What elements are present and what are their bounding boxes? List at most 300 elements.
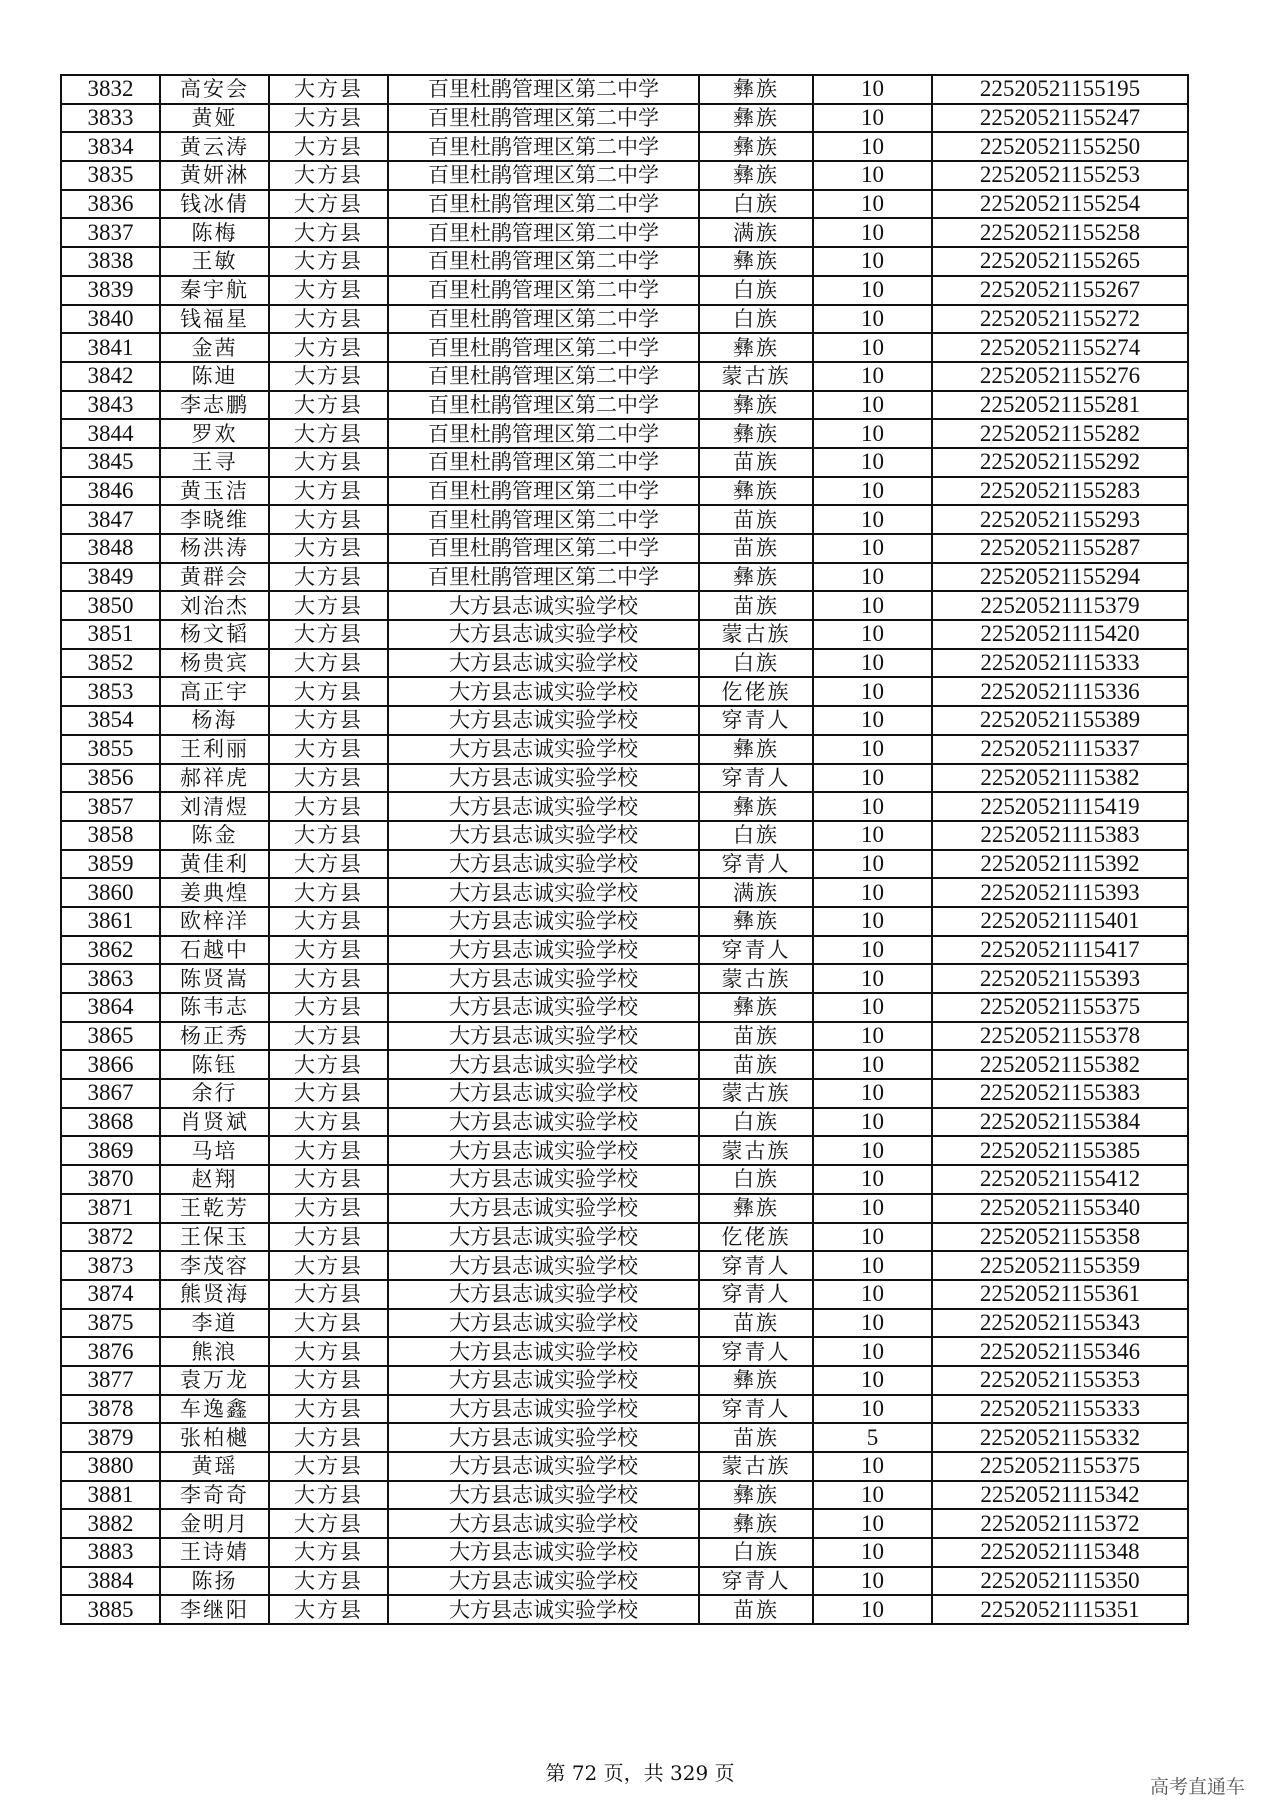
exam-id-cell: 22520521155332	[932, 1423, 1188, 1452]
table-row	[61, 419, 1188, 448]
row-number-cell: 3871	[61, 1194, 160, 1223]
score-cell: 10	[813, 591, 932, 620]
row-number-cell: 3848	[61, 534, 160, 563]
row-number-cell: 3864	[61, 993, 160, 1022]
score-cell: 10	[813, 1079, 932, 1108]
school-cell: 大方县志诚实验学校	[388, 1194, 699, 1223]
exam-id-cell: 22520521115392	[932, 850, 1188, 879]
table-row	[61, 1079, 1188, 1108]
table-row	[61, 534, 1188, 563]
student-name-cell: 陈钰	[160, 1050, 269, 1079]
ethnicity-cell: 彝族	[699, 1366, 813, 1395]
score-cell: 10	[813, 964, 932, 993]
school-cell: 百里杜鹃管理区第二中学	[388, 276, 699, 305]
ethnicity-cell: 穿青人	[699, 764, 813, 793]
table-row	[61, 305, 1188, 334]
exam-id-cell: 22520521155281	[932, 391, 1188, 420]
table-row	[61, 1452, 1188, 1481]
county-cell: 大方县	[269, 1309, 388, 1338]
exam-id-cell: 22520521115420	[932, 620, 1188, 649]
exam-id-cell: 22520521155333	[932, 1395, 1188, 1424]
table-row	[61, 1366, 1188, 1395]
ethnicity-cell: 穿青人	[699, 1337, 813, 1366]
school-cell: 百里杜鹃管理区第二中学	[388, 190, 699, 219]
page-number: 第 72 页，共 329 页	[545, 1761, 735, 1785]
row-number-cell: 3855	[61, 735, 160, 764]
row-number-cell: 3856	[61, 764, 160, 793]
table-row	[61, 218, 1188, 247]
exam-id-cell: 22520521155383	[932, 1079, 1188, 1108]
county-cell: 大方县	[269, 964, 388, 993]
school-cell: 大方县志诚实验学校	[388, 1395, 699, 1424]
school-cell: 大方县志诚实验学校	[388, 1595, 699, 1624]
score-cell: 10	[813, 1337, 932, 1366]
school-cell: 大方县志诚实验学校	[388, 620, 699, 649]
watermark: 高考直通车	[1150, 1776, 1246, 1798]
score-cell: 5	[813, 1423, 932, 1452]
ethnicity-cell: 彝族	[699, 792, 813, 821]
ethnicity-cell: 穿青人	[699, 936, 813, 965]
ethnicity-cell: 苗族	[699, 1022, 813, 1051]
row-number-cell: 3866	[61, 1050, 160, 1079]
ethnicity-cell: 彝族	[699, 1481, 813, 1510]
exam-id-cell: 22520521115350	[932, 1567, 1188, 1596]
student-name-cell: 李奇奇	[160, 1481, 269, 1510]
school-cell: 大方县志诚实验学校	[388, 1423, 699, 1452]
county-cell: 大方县	[269, 850, 388, 879]
ethnicity-cell: 蒙古族	[699, 1079, 813, 1108]
school-cell: 大方县志诚实验学校	[388, 1251, 699, 1280]
score-cell: 10	[813, 218, 932, 247]
score-cell: 10	[813, 1567, 932, 1596]
row-number-cell: 3844	[61, 419, 160, 448]
school-cell: 百里杜鹃管理区第二中学	[388, 161, 699, 190]
row-number-cell: 3835	[61, 161, 160, 190]
county-cell: 大方县	[269, 1366, 388, 1395]
school-cell: 大方县志诚实验学校	[388, 649, 699, 678]
ethnicity-cell: 苗族	[699, 591, 813, 620]
ethnicity-cell: 白族	[699, 1165, 813, 1194]
county-cell: 大方县	[269, 190, 388, 219]
exam-id-cell: 22520521155282	[932, 419, 1188, 448]
table-row	[61, 1538, 1188, 1567]
student-name-cell: 金茜	[160, 333, 269, 362]
ethnicity-cell: 彝族	[699, 391, 813, 420]
table-row	[61, 878, 1188, 907]
row-number-cell: 3885	[61, 1595, 160, 1624]
county-cell: 大方县	[269, 1050, 388, 1079]
exam-id-cell: 22520521155292	[932, 448, 1188, 477]
table-row	[61, 333, 1188, 362]
exam-id-cell: 22520521155382	[932, 1050, 1188, 1079]
ethnicity-cell: 彝族	[699, 477, 813, 506]
score-cell: 10	[813, 764, 932, 793]
row-number-cell: 3834	[61, 132, 160, 161]
exam-id-cell: 22520521115401	[932, 907, 1188, 936]
school-cell: 大方县志诚实验学校	[388, 792, 699, 821]
ethnicity-cell: 穿青人	[699, 850, 813, 879]
score-cell: 10	[813, 333, 932, 362]
school-cell: 大方县志诚实验学校	[388, 1165, 699, 1194]
exam-id-cell: 22520521155247	[932, 104, 1188, 133]
student-name-cell: 陈韦志	[160, 993, 269, 1022]
student-name-cell: 李继阳	[160, 1595, 269, 1624]
table-row	[61, 591, 1188, 620]
exam-id-cell: 22520521155358	[932, 1223, 1188, 1252]
score-cell: 10	[813, 362, 932, 391]
table-row	[61, 1280, 1188, 1309]
table-row	[61, 448, 1188, 477]
exam-id-cell: 22520521115379	[932, 591, 1188, 620]
table-body	[61, 75, 1188, 1624]
row-number-cell: 3850	[61, 591, 160, 620]
school-cell: 大方县志诚实验学校	[388, 1079, 699, 1108]
student-name-cell: 李茂容	[160, 1251, 269, 1280]
exam-id-cell: 22520521155293	[932, 505, 1188, 534]
exam-id-cell: 22520521155287	[932, 534, 1188, 563]
county-cell: 大方县	[269, 1251, 388, 1280]
ethnicity-cell: 白族	[699, 821, 813, 850]
row-number-cell: 3863	[61, 964, 160, 993]
school-cell: 百里杜鹃管理区第二中学	[388, 419, 699, 448]
county-cell: 大方县	[269, 764, 388, 793]
county-cell: 大方县	[269, 333, 388, 362]
ethnicity-cell: 仡佬族	[699, 1223, 813, 1252]
county-cell: 大方县	[269, 1538, 388, 1567]
row-number-cell: 3853	[61, 677, 160, 706]
table-row	[61, 936, 1188, 965]
school-cell: 大方县志诚实验学校	[388, 1337, 699, 1366]
score-cell: 10	[813, 563, 932, 592]
school-cell: 大方县志诚实验学校	[388, 1309, 699, 1338]
school-cell: 百里杜鹃管理区第二中学	[388, 305, 699, 334]
row-number-cell: 3878	[61, 1395, 160, 1424]
exam-id-cell: 22520521115333	[932, 649, 1188, 678]
student-name-cell: 郝祥虎	[160, 764, 269, 793]
student-name-cell: 高正宇	[160, 677, 269, 706]
row-number-cell: 3845	[61, 448, 160, 477]
school-cell: 百里杜鹃管理区第二中学	[388, 132, 699, 161]
county-cell: 大方县	[269, 305, 388, 334]
table-row	[61, 132, 1188, 161]
score-cell: 10	[813, 1165, 932, 1194]
student-name-cell: 黄云涛	[160, 132, 269, 161]
exam-id-cell: 22520521155375	[932, 993, 1188, 1022]
student-name-cell: 熊浪	[160, 1337, 269, 1366]
school-cell: 大方县志诚实验学校	[388, 1050, 699, 1079]
county-cell: 大方县	[269, 1136, 388, 1165]
school-cell: 大方县志诚实验学校	[388, 1538, 699, 1567]
student-name-cell: 王诗婧	[160, 1538, 269, 1567]
ethnicity-cell: 白族	[699, 305, 813, 334]
ethnicity-cell: 彝族	[699, 993, 813, 1022]
county-cell: 大方县	[269, 247, 388, 276]
table-row	[61, 677, 1188, 706]
county-cell: 大方县	[269, 1595, 388, 1624]
table-row	[61, 735, 1188, 764]
exam-id-cell: 22520521155393	[932, 964, 1188, 993]
exam-id-cell: 22520521115382	[932, 764, 1188, 793]
student-name-cell: 刘治杰	[160, 591, 269, 620]
exam-id-cell: 22520521115393	[932, 878, 1188, 907]
table-row	[61, 764, 1188, 793]
score-cell: 10	[813, 104, 932, 133]
row-number-cell: 3883	[61, 1538, 160, 1567]
row-number-cell: 3858	[61, 821, 160, 850]
score-cell: 10	[813, 1223, 932, 1252]
ethnicity-cell: 蒙古族	[699, 964, 813, 993]
exam-id-cell: 22520521155254	[932, 190, 1188, 219]
county-cell: 大方县	[269, 218, 388, 247]
exam-id-cell: 22520521155375	[932, 1452, 1188, 1481]
exam-id-cell: 22520521155389	[932, 706, 1188, 735]
county-cell: 大方县	[269, 792, 388, 821]
score-cell: 10	[813, 850, 932, 879]
row-number-cell: 3859	[61, 850, 160, 879]
table-row	[61, 850, 1188, 879]
row-number-cell: 3868	[61, 1108, 160, 1137]
ethnicity-cell: 蒙古族	[699, 362, 813, 391]
score-cell: 10	[813, 936, 932, 965]
row-number-cell: 3851	[61, 620, 160, 649]
ethnicity-cell: 白族	[699, 1108, 813, 1137]
table-row	[61, 964, 1188, 993]
county-cell: 大方县	[269, 706, 388, 735]
county-cell: 大方县	[269, 1481, 388, 1510]
table-row	[61, 190, 1188, 219]
student-name-cell: 王寻	[160, 448, 269, 477]
exam-id-cell: 22520521115372	[932, 1509, 1188, 1538]
county-cell: 大方县	[269, 1452, 388, 1481]
exam-id-cell: 22520521155283	[932, 477, 1188, 506]
table-row	[61, 649, 1188, 678]
table-row	[61, 276, 1188, 305]
score-cell: 10	[813, 190, 932, 219]
student-name-cell: 黄群会	[160, 563, 269, 592]
student-name-cell: 熊贤海	[160, 1280, 269, 1309]
score-cell: 10	[813, 1136, 932, 1165]
student-name-cell: 肖贤斌	[160, 1108, 269, 1137]
score-cell: 10	[813, 1538, 932, 1567]
county-cell: 大方县	[269, 419, 388, 448]
county-cell: 大方县	[269, 505, 388, 534]
ethnicity-cell: 白族	[699, 190, 813, 219]
school-cell: 大方县志诚实验学校	[388, 1136, 699, 1165]
score-cell: 10	[813, 305, 932, 334]
row-number-cell: 3879	[61, 1423, 160, 1452]
school-cell: 大方县志诚实验学校	[388, 936, 699, 965]
student-name-cell: 罗欢	[160, 419, 269, 448]
school-cell: 大方县志诚实验学校	[388, 1280, 699, 1309]
school-cell: 百里杜鹃管理区第二中学	[388, 563, 699, 592]
score-cell: 10	[813, 161, 932, 190]
school-cell: 百里杜鹃管理区第二中学	[388, 505, 699, 534]
score-cell: 10	[813, 1366, 932, 1395]
exam-id-cell: 22520521155250	[932, 132, 1188, 161]
ethnicity-cell: 苗族	[699, 1309, 813, 1338]
school-cell: 大方县志诚实验学校	[388, 591, 699, 620]
exam-id-cell: 22520521155353	[932, 1366, 1188, 1395]
county-cell: 大方县	[269, 132, 388, 161]
county-cell: 大方县	[269, 936, 388, 965]
school-cell: 大方县志诚实验学校	[388, 1022, 699, 1051]
exam-id-cell: 22520521155385	[932, 1136, 1188, 1165]
score-cell: 10	[813, 792, 932, 821]
school-cell: 百里杜鹃管理区第二中学	[388, 247, 699, 276]
school-cell: 百里杜鹃管理区第二中学	[388, 477, 699, 506]
school-cell: 大方县志诚实验学校	[388, 821, 699, 850]
score-cell: 10	[813, 1481, 932, 1510]
ethnicity-cell: 蒙古族	[699, 1136, 813, 1165]
table-row	[61, 706, 1188, 735]
table-row	[61, 821, 1188, 850]
score-cell: 10	[813, 878, 932, 907]
exam-id-cell: 22520521155258	[932, 218, 1188, 247]
exam-id-cell: 22520521155378	[932, 1022, 1188, 1051]
county-cell: 大方县	[269, 878, 388, 907]
county-cell: 大方县	[269, 534, 388, 563]
table-row	[61, 362, 1188, 391]
student-name-cell: 陈金	[160, 821, 269, 850]
row-number-cell: 3881	[61, 1481, 160, 1510]
county-cell: 大方县	[269, 677, 388, 706]
student-name-cell: 李志鹏	[160, 391, 269, 420]
table-row	[61, 907, 1188, 936]
ethnicity-cell: 苗族	[699, 1050, 813, 1079]
score-cell: 10	[813, 247, 932, 276]
county-cell: 大方县	[269, 362, 388, 391]
school-cell: 大方县志诚实验学校	[388, 1108, 699, 1137]
county-cell: 大方县	[269, 1567, 388, 1596]
school-cell: 大方县志诚实验学校	[388, 706, 699, 735]
row-number-cell: 3875	[61, 1309, 160, 1338]
table-row	[61, 1223, 1188, 1252]
score-cell: 10	[813, 75, 932, 104]
table-row	[61, 1481, 1188, 1510]
score-cell: 10	[813, 276, 932, 305]
ethnicity-cell: 彝族	[699, 161, 813, 190]
row-number-cell: 3884	[61, 1567, 160, 1596]
county-cell: 大方县	[269, 907, 388, 936]
student-name-cell: 黄妍淋	[160, 161, 269, 190]
student-name-cell: 杨文韬	[160, 620, 269, 649]
county-cell: 大方县	[269, 1395, 388, 1424]
exam-id-cell: 22520521155384	[932, 1108, 1188, 1137]
county-cell: 大方县	[269, 1337, 388, 1366]
table-row	[61, 1136, 1188, 1165]
school-cell: 大方县志诚实验学校	[388, 850, 699, 879]
county-cell: 大方县	[269, 448, 388, 477]
ethnicity-cell: 彝族	[699, 104, 813, 133]
ethnicity-cell: 蒙古族	[699, 1452, 813, 1481]
student-name-cell: 王乾芳	[160, 1194, 269, 1223]
score-cell: 10	[813, 706, 932, 735]
county-cell: 大方县	[269, 104, 388, 133]
ethnicity-cell: 彝族	[699, 333, 813, 362]
score-cell: 10	[813, 1595, 932, 1624]
county-cell: 大方县	[269, 1423, 388, 1452]
student-name-cell: 杨贵宾	[160, 649, 269, 678]
row-number-cell: 3839	[61, 276, 160, 305]
county-cell: 大方县	[269, 1280, 388, 1309]
ethnicity-cell: 彝族	[699, 419, 813, 448]
ethnicity-cell: 穿青人	[699, 706, 813, 735]
row-number-cell: 3876	[61, 1337, 160, 1366]
student-name-cell: 欧梓洋	[160, 907, 269, 936]
table-row	[61, 620, 1188, 649]
table-row	[61, 1194, 1188, 1223]
student-name-cell: 杨海	[160, 706, 269, 735]
student-name-cell: 黄娅	[160, 104, 269, 133]
student-name-cell: 陈梅	[160, 218, 269, 247]
table-row	[61, 161, 1188, 190]
table-row	[61, 1509, 1188, 1538]
row-number-cell: 3870	[61, 1165, 160, 1194]
ethnicity-cell: 白族	[699, 649, 813, 678]
row-number-cell: 3846	[61, 477, 160, 506]
student-name-cell: 刘清煜	[160, 792, 269, 821]
score-cell: 10	[813, 649, 932, 678]
score-cell: 10	[813, 735, 932, 764]
exam-id-cell: 22520521115337	[932, 735, 1188, 764]
ethnicity-cell: 苗族	[699, 505, 813, 534]
ethnicity-cell: 彝族	[699, 1194, 813, 1223]
table-row	[61, 104, 1188, 133]
row-number-cell: 3872	[61, 1223, 160, 1252]
county-cell: 大方县	[269, 1022, 388, 1051]
school-cell: 大方县志诚实验学校	[388, 1223, 699, 1252]
ethnicity-cell: 仡佬族	[699, 677, 813, 706]
row-number-cell: 3843	[61, 391, 160, 420]
ethnicity-cell: 蒙古族	[699, 620, 813, 649]
exam-id-cell: 22520521115336	[932, 677, 1188, 706]
row-number-cell: 3840	[61, 305, 160, 334]
exam-id-cell: 22520521155294	[932, 563, 1188, 592]
school-cell: 大方县志诚实验学校	[388, 1366, 699, 1395]
table-row	[61, 1595, 1188, 1624]
student-name-cell: 钱冰倩	[160, 190, 269, 219]
row-number-cell: 3861	[61, 907, 160, 936]
school-cell: 大方县志诚实验学校	[388, 677, 699, 706]
ethnicity-cell: 穿青人	[699, 1395, 813, 1424]
school-cell: 大方县志诚实验学校	[388, 764, 699, 793]
county-cell: 大方县	[269, 1079, 388, 1108]
student-name-cell: 钱福星	[160, 305, 269, 334]
ethnicity-cell: 满族	[699, 878, 813, 907]
school-cell: 百里杜鹃管理区第二中学	[388, 218, 699, 247]
exam-id-cell: 22520521155253	[932, 161, 1188, 190]
school-cell: 大方县志诚实验学校	[388, 878, 699, 907]
county-cell: 大方县	[269, 735, 388, 764]
student-name-cell: 马培	[160, 1136, 269, 1165]
table-row	[61, 1337, 1188, 1366]
row-number-cell: 3842	[61, 362, 160, 391]
table-row	[61, 792, 1188, 821]
score-cell: 10	[813, 677, 932, 706]
county-cell: 大方县	[269, 649, 388, 678]
exam-id-cell: 22520521155359	[932, 1251, 1188, 1280]
ethnicity-cell: 彝族	[699, 75, 813, 104]
exam-id-cell: 22520521115342	[932, 1481, 1188, 1510]
ethnicity-cell: 白族	[699, 1538, 813, 1567]
table-row	[61, 1423, 1188, 1452]
score-cell: 10	[813, 1194, 932, 1223]
row-number-cell: 3833	[61, 104, 160, 133]
row-number-cell: 3862	[61, 936, 160, 965]
school-cell: 百里杜鹃管理区第二中学	[388, 448, 699, 477]
student-name-cell: 王敏	[160, 247, 269, 276]
row-number-cell: 3869	[61, 1136, 160, 1165]
